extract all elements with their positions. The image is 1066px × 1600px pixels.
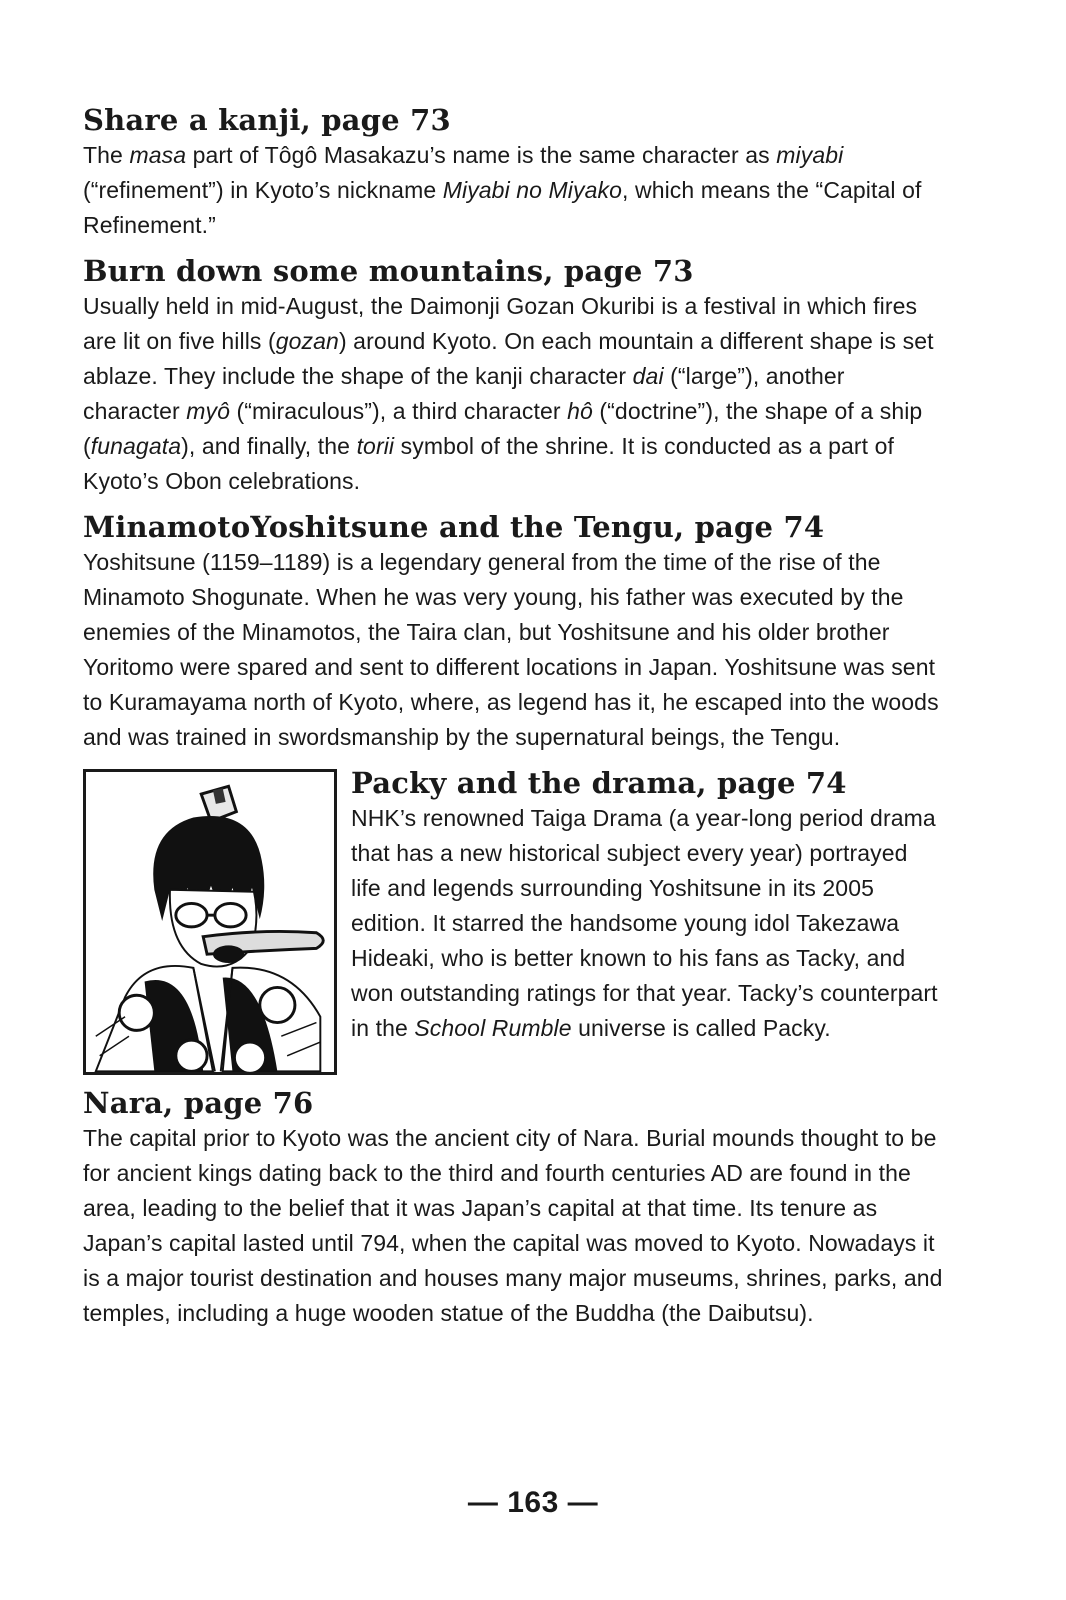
note-body-yoshitsune-tengu: Yoshitsune (1159–1189) is a legendary general from the time of the rise of the Minamoto Shogunate. When he was very young, his father was executed by the enemies of the Minamotos, the Taira clan, but Yoshitsune and his older brother Yoritomo were spared and sent to different locations in Japan. Yoshitsune was sent to Kuramayama north of Kyoto, where, as legend has it, he escaped into the woods and was trained in swordsmanship by the supernatural beings, the Tengu. xyxy=(83,549,939,750)
packy-note-with-illustration xyxy=(83,765,943,1075)
note-heading-share-a-kanji: Share a kanji, page 73 xyxy=(83,103,451,137)
note-body-nara: The capital prior to Kyoto was the ancient city of Nara. Burial mounds thought to be for ancient kings dating back to the third and fourth centuries AD are found in the area, leading to the belief that it was Japan’s capital at that time. Its tenure as Japan’s capital lasted until 794, when the capital was moved to Kyoto. Nowadays it is a major tourist destination and houses many major museums, shrines, parks, and temples, including a huge wooden statue of the Buddha (the Daibutsu). xyxy=(83,1125,943,1326)
note-heading-nara: Nara, page 76 xyxy=(83,1086,314,1120)
italic-term: dai xyxy=(632,363,664,389)
note-body-burn-down-mountains: Usually held in mid-August, the Daimonji Gozan Okuribi is a festival in which fires are lit on five hills (gozan) around Kyoto. On each mountain a different shape is set ablaze. They include the shape of the kanji character dai (“large”), another character myô (“miraculous”), a third character hô (“doctrine”), the shape of a ship (funagata), and finally, the torii symbol of the shrine. It is conducted as a part of Kyoto’s Obon celebrations. xyxy=(83,293,934,494)
italic-term: hô xyxy=(567,398,593,424)
page-number: — 163 — xyxy=(467,1486,599,1519)
note-body-share-a-kanji: The masa part of Tôgô Masakazu’s name is the same character as miyabi (“refinement”) in Kyoto’s nickname Miyabi no Miyako, which means the “Capital of Refinement.” xyxy=(83,142,922,238)
italic-term: torii xyxy=(356,433,395,459)
note-body-packy-drama: NHK’s renowned Taiga Drama (a year-long period drama that has a new historical subject every year) portrayed life and legends surrounding Yoshitsune in its 2005 edition. It starred the handsome young idol Takezawa Hideaki, who is better known to his fans as Tacky, and won outstanding ratings for that year. Tacky’s counterpart in the School Rumble universe is called Packy. xyxy=(351,805,938,1041)
italic-term: masa xyxy=(129,142,187,168)
note-heading-packy-drama: Packy and the drama, page 74 xyxy=(351,766,847,800)
italic-term: miyabi xyxy=(776,142,844,168)
italic-term: School Rumble xyxy=(414,1015,572,1041)
italic-term: myô xyxy=(186,398,231,424)
tengu-mask-illustration xyxy=(83,769,337,1075)
translation-notes-page xyxy=(83,102,943,1341)
note-heading-yoshitsune-tengu: MinamotoYoshitsune and the Tengu, page 74 xyxy=(83,510,825,544)
note-heading-burn-down-mountains: Burn down some mountains, page 73 xyxy=(83,254,694,288)
italic-term: gozan xyxy=(275,328,339,354)
italic-term: Miyabi no Miyako xyxy=(442,177,622,203)
italic-term: funagata xyxy=(90,433,182,459)
